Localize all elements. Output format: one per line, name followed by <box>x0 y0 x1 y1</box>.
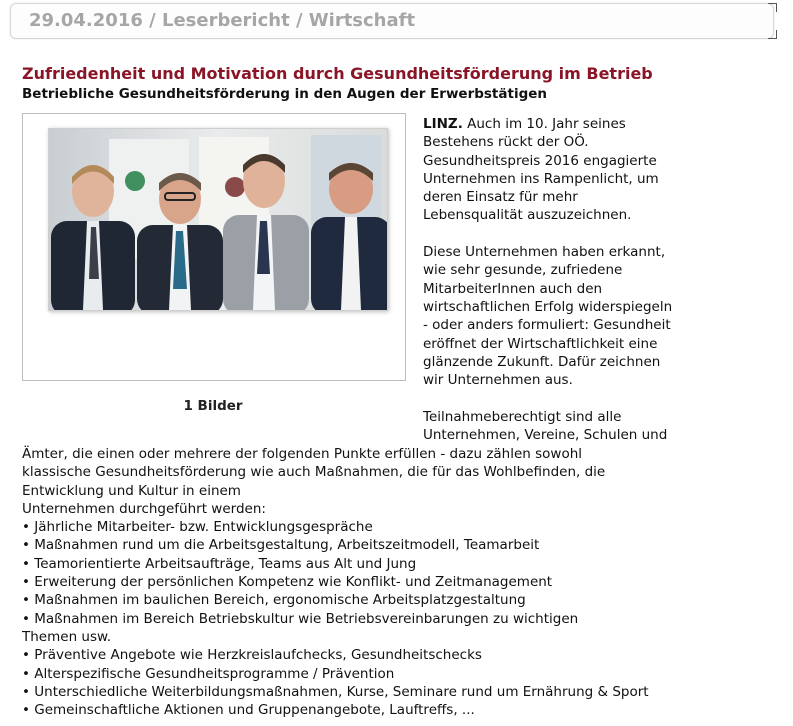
intro-first-line: LINZ. Auch im 10. Jahr seines <box>423 116 626 132</box>
list-item: • Alterspezifische Gesundheitsprogramme / Prävention <box>22 665 395 682</box>
list-item: • Teamorientierte Arbeitsaufträge, Teams aus Alt und Jung <box>22 555 417 572</box>
text-line: Themen usw. <box>22 628 112 645</box>
image-gallery-box[interactable] <box>22 113 406 381</box>
text-line: Gesundheitspreis 2016 engagierte <box>423 152 657 169</box>
breadcrumb: 29.04.2016 / Leserbericht / Wirtschaft <box>29 10 416 31</box>
list-item: • Maßnahmen im Bereich Betriebskultur wie Betriebsvereinbarungen zu wichtigen <box>22 610 579 627</box>
text-line: - oder anders formuliert: Gesundheit <box>423 317 671 334</box>
article-title: Zufriedenheit und Motivation durch Gesundheitsförderung im Betrieb <box>22 64 653 83</box>
text-line: glänzende Zukunft. Dafür zeichnen <box>423 353 661 370</box>
text-line: deren Einsatz für mehr <box>423 189 578 206</box>
list-item: • Maßnahmen im baulichen Bereich, ergonomische Arbeitsplatzgestaltung <box>22 592 526 609</box>
article-photo[interactable] <box>48 128 388 311</box>
text-line: wirtschaftlichen Erfolg widerspiegeln <box>423 298 673 315</box>
article-intro-column <box>423 115 713 444</box>
text-line: Bestehens rückt der OÖ. <box>423 134 589 151</box>
list-item: • Gemeinschaftliche Aktionen und Gruppenangebote, Lauftreffs, ... <box>22 702 475 719</box>
text-line: Diese Unternehmen haben erkannt, <box>423 244 666 261</box>
article-subtitle: Betriebliche Gesundheitsförderung in den Augen der Erwerbstätigen <box>22 86 548 102</box>
text-line: Ämter, die einen oder mehrere der folgenden Punkte erfüllen - dazu zählen sowohl <box>22 446 583 462</box>
list-item: • Maßnahmen rund um die Arbeitsgestaltung, Arbeitszeitmodell, Teamarbeit <box>22 537 540 554</box>
text-line: klassische Gesundheitsförderung wie auch Maßnahmen, die für das Wohlbefinden, die <box>22 464 606 481</box>
corner-mark-top <box>768 3 777 12</box>
group-photo-image <box>49 129 387 310</box>
text-line: Unternehmen ins Rampenlicht, um <box>423 170 659 187</box>
list-item: • Erweiterung der persönlichen Kompetenz wie Konflikt- und Zeitmanagement <box>22 574 553 591</box>
list-item: • Unterschiedliche Weiterbildungsmaßnahmen, Kurse, Seminare rund um Ernährung & Sport <box>22 683 649 700</box>
list-item: • Präventive Angebote wie Herzkreislaufchecks, Gesundheitschecks <box>22 647 482 664</box>
text-line: Unternehmen durchgeführt werden: <box>22 500 266 517</box>
paragraph-gap <box>423 225 713 243</box>
text-line: Unternehmen, Vereine, Schulen und <box>423 427 668 444</box>
list-item: • Jährliche Mitarbeiter- bzw. Entwicklungsgespräche <box>22 519 373 536</box>
text-line: wir Unternehmen aus. <box>423 372 573 389</box>
text-line: Teilnahmeberechtigt sind alle <box>423 408 622 425</box>
paragraph-gap <box>423 389 713 407</box>
text-line: MitarbeiterInnen auch den <box>423 280 603 297</box>
article-body-continued <box>22 445 722 719</box>
breadcrumb-bar <box>10 3 774 39</box>
text-line: Entwicklung und Kultur in einem <box>22 482 241 499</box>
text-line: Lebensqualität auszuzeichnen. <box>423 207 632 224</box>
text-line: wie sehr gesunde, zufriedene <box>423 262 623 279</box>
corner-mark-bottom <box>768 30 777 39</box>
image-count-caption[interactable]: 1 Bilder <box>183 398 243 414</box>
dateline-location: LINZ. <box>423 116 463 132</box>
text-line: eröffnet der Wirtschaftlichkeit eine <box>423 335 658 352</box>
